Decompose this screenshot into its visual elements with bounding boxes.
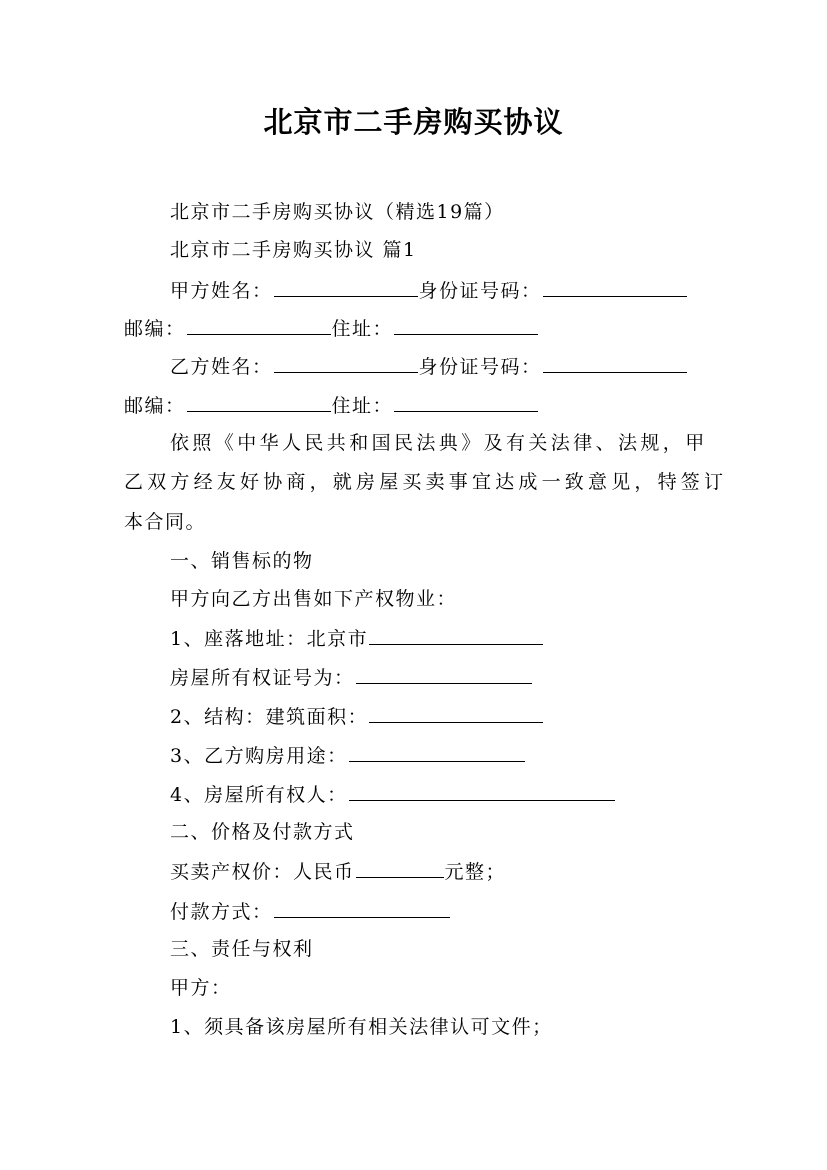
- clause-1-lead: 甲方向乙方出售如下产权物业：: [170, 588, 458, 610]
- clause-1-cert: [170, 665, 533, 690]
- party-b-postcode-label: 邮编：: [124, 395, 186, 417]
- area-blank: [369, 704, 543, 723]
- clause-3-party-a: 甲方：: [170, 977, 232, 999]
- owner-label: 4、房屋所有权人：: [170, 784, 348, 806]
- intro-line-1: 依照《中华人民共和国民法典》及有关法律、法规，甲: [170, 432, 708, 454]
- party-a-row: [170, 278, 688, 303]
- party-a-postcode-label: 邮编：: [124, 318, 186, 340]
- party-b-row: [170, 354, 688, 379]
- clause-2-payment: [170, 899, 451, 924]
- cert-number-label: 房屋所有权证号为：: [170, 667, 355, 689]
- intro-line-2: 乙双方经友好协商，就房屋买卖事宜达成一致意见，特签订: [124, 471, 728, 493]
- party-b-name-label: 乙方姓名：: [170, 356, 273, 378]
- location-blank: [369, 626, 543, 645]
- party-a-address-row: [124, 316, 539, 341]
- party-b-name-blank: [274, 354, 418, 373]
- party-a-address-blank: [394, 316, 538, 335]
- clause-2-price: [170, 859, 506, 884]
- party-b-address-blank: [394, 393, 538, 412]
- party-b-postcode-blank: [187, 393, 331, 412]
- party-a-address-label: 住址：: [331, 318, 394, 340]
- area-label: 2、结构：建筑面积：: [170, 706, 369, 728]
- intro-line-3: 本合同。: [124, 511, 207, 533]
- party-a-id-blank: [543, 278, 687, 297]
- party-a-name-blank: [274, 278, 418, 297]
- party-b-id-blank: [543, 354, 687, 373]
- section-heading: 北京市二手房购买协议 篇1: [170, 239, 417, 261]
- payment-blank: [274, 899, 450, 918]
- document-subtitle: 北京市二手房购买协议（精选19篇）: [170, 201, 505, 223]
- party-a-id-label: 身份证号码：: [418, 280, 542, 302]
- location-label: 1、座落地址：北京市: [170, 628, 369, 650]
- clause-1-heading: 一、销售标的物: [170, 550, 314, 572]
- clause-3-heading: 三、责任与权利: [170, 938, 314, 960]
- clause-1-item-3: [170, 743, 526, 768]
- document-title: 北京市二手房购买协议: [263, 105, 564, 139]
- clause-3-item-1: 1、须具备该房屋所有相关法律认可文件；: [170, 1016, 553, 1038]
- party-b-address-row: [124, 393, 539, 418]
- price-label: 买卖产权价：人民币: [170, 861, 355, 883]
- payment-label: 付款方式：: [170, 901, 273, 923]
- party-a-name-label: 甲方姓名：: [170, 280, 273, 302]
- clause-2-heading: 二、价格及付款方式: [170, 821, 355, 843]
- price-suffix: 元整；: [444, 861, 507, 883]
- party-b-address-label: 住址：: [331, 395, 394, 417]
- owner-blank: [349, 782, 615, 801]
- purpose-blank: [349, 743, 525, 762]
- clause-1-item-4: [170, 782, 616, 807]
- clause-1-item-1: [170, 626, 544, 651]
- party-b-id-label: 身份证号码：: [418, 356, 542, 378]
- party-a-postcode-blank: [187, 316, 331, 335]
- cert-number-blank: [356, 665, 532, 684]
- price-blank: [356, 859, 444, 878]
- purpose-label: 3、乙方购房用途：: [170, 745, 348, 767]
- clause-1-item-2: [170, 704, 544, 729]
